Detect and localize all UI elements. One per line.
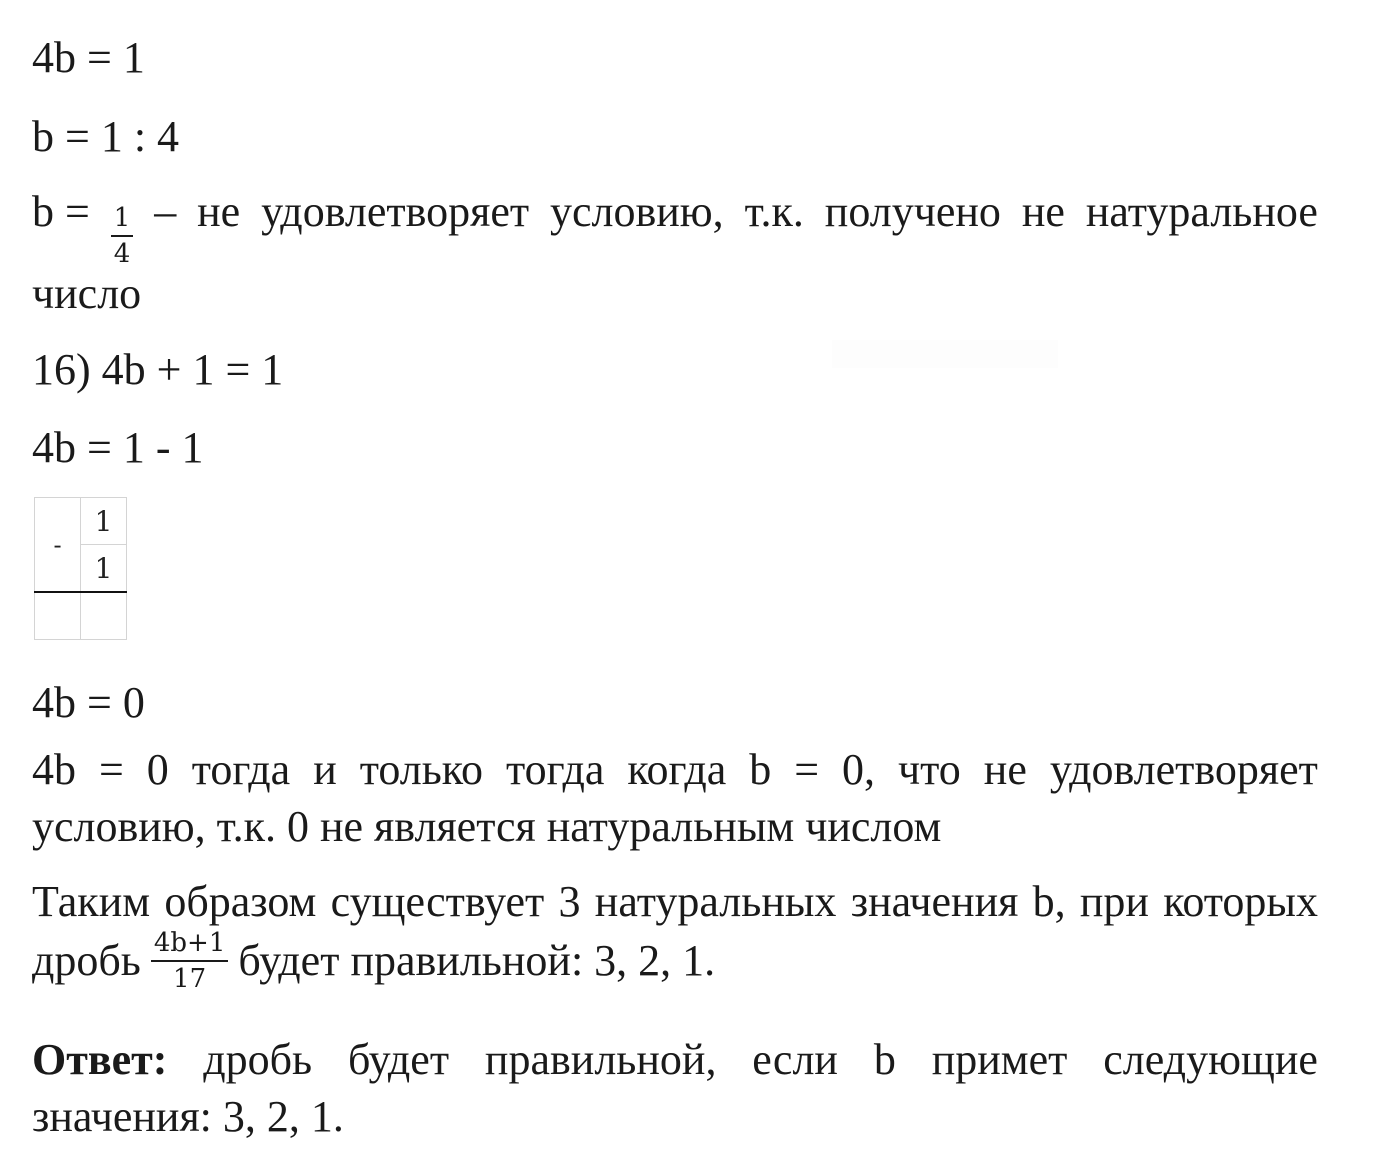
- explanation-word: =: [98, 745, 124, 794]
- conclusion-word: которых: [1163, 877, 1318, 926]
- answer-label: Ответ:: [32, 1035, 168, 1084]
- b-not-natural-statement: [32, 187, 1318, 269]
- zero-explanation-continuation: условию, т.к. 0 не является натуральным числом: [32, 802, 942, 851]
- eq-4b-equals-1-minus-1: 4b = 1 - 1: [32, 423, 204, 472]
- conclusion-values: будет правильной: 3, 2, 1.: [238, 936, 716, 985]
- answer-line: [32, 1035, 1318, 1084]
- explanation-word: 0,: [842, 745, 876, 794]
- statement-word: условию,: [549, 187, 724, 236]
- column-subtraction-grid: [34, 497, 127, 640]
- conclusion-word: натуральных: [594, 877, 837, 926]
- conclusion-word: образом: [164, 877, 317, 926]
- explanation-word: не: [983, 745, 1027, 794]
- answer-word: будет: [347, 1035, 450, 1084]
- conclusion-word: при: [1079, 877, 1149, 926]
- statement-word: не: [1021, 187, 1065, 236]
- word-chislo: число: [32, 269, 142, 318]
- fraction-numerator: 4b+1: [151, 930, 229, 962]
- fraction-denominator: 17: [173, 964, 207, 994]
- statement-word: натуральное: [1085, 187, 1318, 236]
- conclusion-word: значения: [850, 877, 1019, 926]
- case-16-equation: 16) 4b + 1 = 1: [32, 345, 284, 394]
- explanation-word: только: [359, 745, 483, 794]
- conclusion-word: существует: [330, 877, 545, 926]
- answer-word: следующие: [1103, 1035, 1318, 1084]
- explanation-word: когда: [627, 745, 727, 794]
- answer-word: примет: [931, 1035, 1068, 1084]
- statement-word: не: [197, 187, 241, 236]
- statement-word: удовлетворяет: [261, 187, 530, 236]
- conclusion-fraction-line: [32, 930, 715, 992]
- explanation-word: 0: [146, 745, 169, 794]
- answer-continuation: значения: 3, 2, 1.: [32, 1092, 344, 1141]
- fraction-4b-plus-1-over-17: [151, 930, 229, 992]
- result-cell: [35, 592, 81, 640]
- explanation-word: b: [749, 745, 772, 794]
- minuend-digit: 1: [81, 498, 127, 545]
- eq-4b-equals-1: 4b = 1: [32, 33, 145, 82]
- fraction-one-quarter: [111, 205, 134, 267]
- eq-4b-equals-0: 4b = 0: [32, 678, 145, 727]
- eq-b-equals-1-div-4: b = 1 : 4: [32, 112, 180, 161]
- statement-word: получено: [824, 187, 1001, 236]
- conclusion-word: 3: [558, 877, 581, 926]
- conclusion-word: Таким: [32, 877, 151, 926]
- conclusion-word: b,: [1032, 877, 1066, 926]
- explanation-word: удовлетворяет: [1049, 745, 1318, 794]
- minus-sign: -: [35, 498, 81, 593]
- answer-word: правильной,: [484, 1035, 717, 1084]
- explanation-word: тогда: [191, 745, 291, 794]
- explanation-word: тогда: [505, 745, 605, 794]
- explanation-word: =: [794, 745, 820, 794]
- explanation-word: 4b: [32, 745, 76, 794]
- fraction-numerator: 1: [111, 205, 134, 237]
- answer-word: если: [752, 1035, 838, 1084]
- zero-explanation-line: [32, 745, 1318, 794]
- fraction-denominator: 4: [113, 239, 131, 269]
- explanation-word: что: [898, 745, 961, 794]
- answer-word: дробь: [203, 1035, 313, 1084]
- b-equals-label: b =: [32, 187, 90, 236]
- explanation-word: и: [313, 745, 337, 794]
- word-drob: дробь: [32, 936, 141, 985]
- subtrahend-digit: 1: [81, 545, 127, 593]
- statement-word: т.к.: [744, 187, 804, 236]
- result-cell: [81, 592, 127, 640]
- statement-word: –: [154, 187, 177, 236]
- conclusion-line: [32, 877, 1318, 926]
- faint-highlight: [832, 340, 1058, 368]
- answer-word: b: [873, 1035, 896, 1084]
